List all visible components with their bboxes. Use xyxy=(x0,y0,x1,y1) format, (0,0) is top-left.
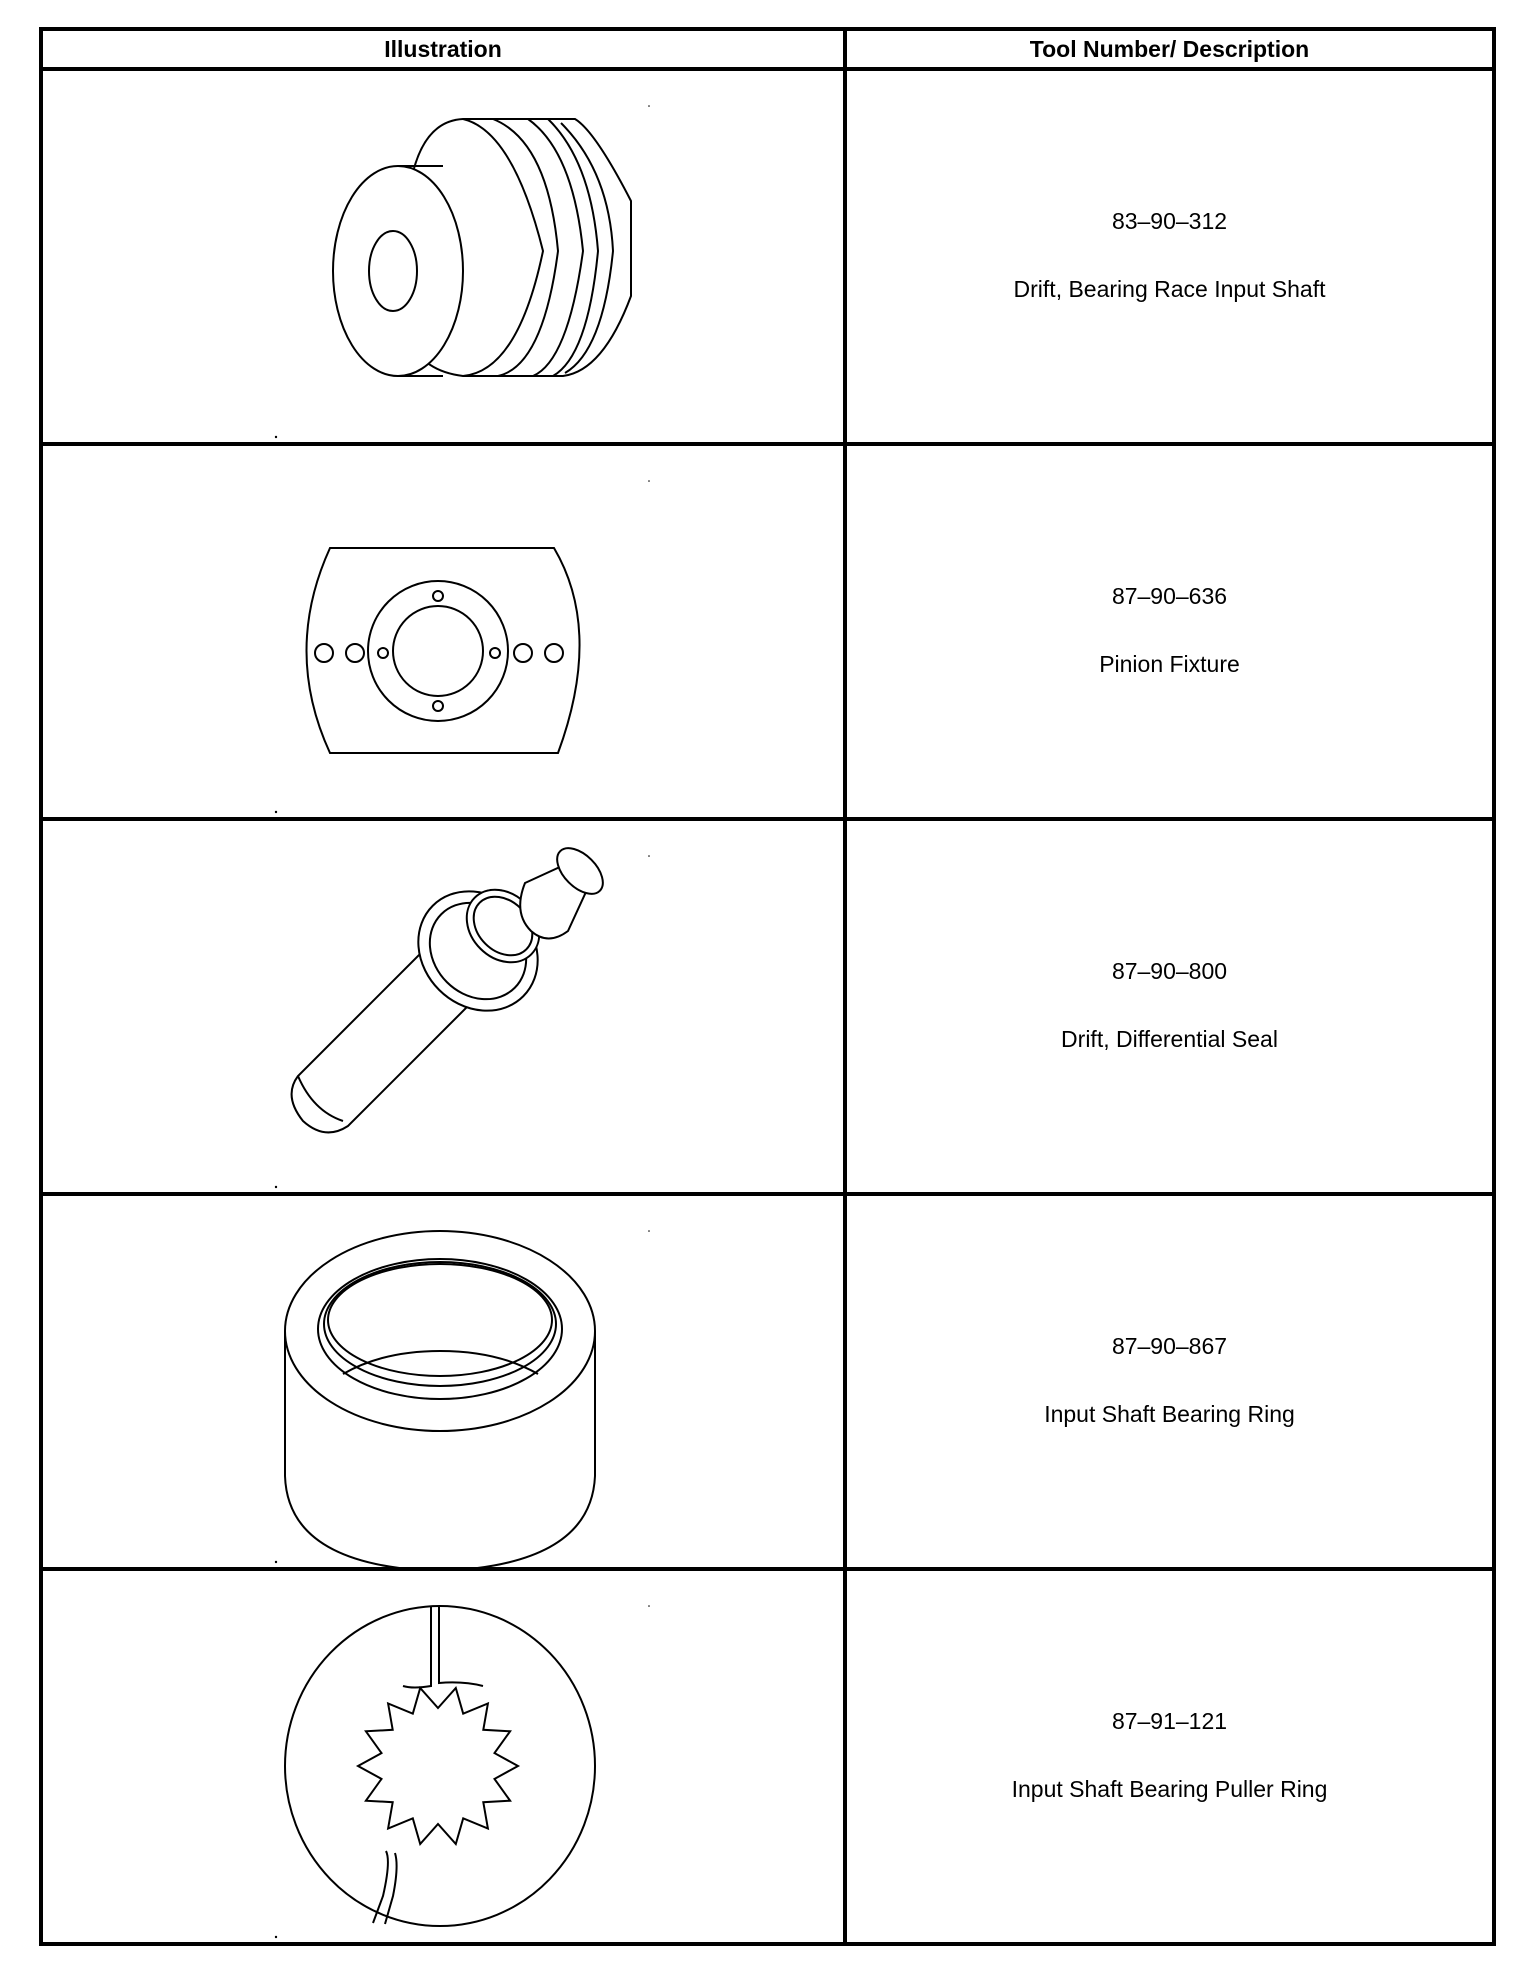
illustration-cell xyxy=(43,1571,843,1942)
tool-description-header: Tool Number/ Description xyxy=(1029,36,1310,62)
tool-number: 87–90–867 xyxy=(1111,1333,1228,1359)
tool-description: Drift, Bearing Race Input Shaft xyxy=(1013,276,1326,302)
table-row xyxy=(43,1571,1492,1942)
illustration-header: Illustration xyxy=(384,36,502,62)
illustration-cell xyxy=(43,1196,843,1567)
pinion-fixture-icon xyxy=(43,446,843,817)
tool-description: Drift, Differential Seal xyxy=(1061,1026,1278,1052)
tool-description: Pinion Fixture xyxy=(1099,651,1240,677)
illustration-cell xyxy=(43,821,843,1192)
table-row xyxy=(43,446,1492,821)
illustration-cell xyxy=(43,71,843,442)
bearing-ring-icon xyxy=(43,1196,843,1567)
bearing-race-drift-icon xyxy=(43,71,843,442)
description-cell xyxy=(847,1196,1492,1567)
tool-number: 83–90–312 xyxy=(1111,208,1228,234)
description-cell xyxy=(847,821,1492,1192)
tool-number: 87–90–636 xyxy=(1111,583,1228,609)
tool-number: 87–91–121 xyxy=(1111,1708,1228,1734)
tool-description: Input Shaft Bearing Ring xyxy=(1044,1401,1295,1427)
tool-number: 87–90–800 xyxy=(1111,958,1228,984)
table-row xyxy=(43,71,1492,446)
tools-table xyxy=(39,27,1496,1946)
table-header-row xyxy=(43,31,1492,71)
table-row xyxy=(43,1196,1492,1571)
differential-seal-drift-icon xyxy=(43,821,843,1192)
description-cell xyxy=(847,446,1492,817)
description-cell xyxy=(847,1571,1492,1942)
table-row xyxy=(43,821,1492,1196)
puller-ring-icon xyxy=(43,1571,843,1942)
illustration-cell xyxy=(43,446,843,817)
description-cell xyxy=(847,71,1492,442)
tool-description: Input Shaft Bearing Puller Ring xyxy=(1011,1776,1328,1802)
